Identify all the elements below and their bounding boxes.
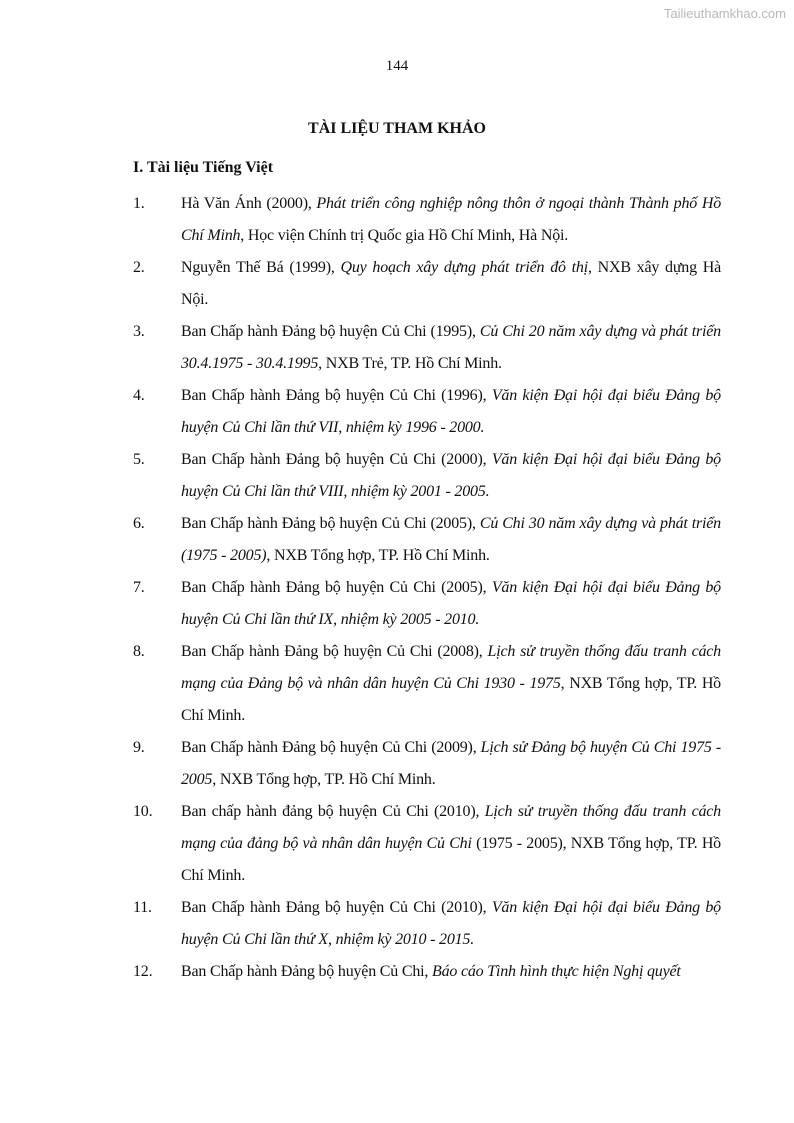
section-heading: I. Tài liệu Tiếng Việt <box>133 159 274 176</box>
reference-author-year: Ban Chấp hành Đảng bộ huyện Củ Chi (2005), <box>181 515 480 532</box>
reference-item <box>133 636 721 732</box>
reference-number: 12. <box>133 963 153 980</box>
reference-item <box>133 796 721 892</box>
reference-item <box>133 956 721 988</box>
reference-publisher: , Học viện Chính trị Quốc gia Hồ Chí Minh, Hà Nội. <box>240 227 569 244</box>
reference-author-year: Ban Chấp hành Đảng bộ huyện Củ Chi (2005), <box>181 579 492 596</box>
reference-list <box>133 188 721 988</box>
reference-title: Củ Chi 30 năm xây dựng và phát triển (1975 - 2005) <box>181 515 721 564</box>
reference-number: 7. <box>133 579 145 596</box>
reference-title: Lịch sử truyền thống đấu tranh cách mạng của Đảng bộ và nhân dân huyện Củ Chi 1930 - 1975 <box>181 643 721 692</box>
reference-title: Văn kiện Đại hội đại biểu Đảng bộ huyện Củ Chi lần thứ VIII, nhiệm kỳ 2001 - 2005. <box>181 451 721 500</box>
reference-number: 2. <box>133 259 145 276</box>
reference-title: Báo cáo Tình hình thực hiện Nghị quyết <box>432 963 681 980</box>
reference-number: 9. <box>133 739 145 756</box>
reference-title: Văn kiện Đại hội đại biểu Đảng bộ huyện Củ Chi lần thứ X, nhiệm kỳ 2010 - 2015. <box>181 899 721 948</box>
reference-number: 4. <box>133 387 145 404</box>
reference-publisher: (1975 - 2005), NXB Tổng hợp, TP. Hồ Chí Minh. <box>181 835 721 884</box>
reference-title: Quy hoạch xây dựng phát triển đô thị <box>340 259 588 276</box>
reference-item <box>133 444 721 508</box>
page-title: TÀI LIỆU THAM KHẢO <box>308 120 486 137</box>
reference-item <box>133 252 721 316</box>
reference-number: 1. <box>133 195 145 212</box>
reference-author-year: Ban Chấp hành Đảng bộ huyện Củ Chi (2008), <box>181 643 488 660</box>
reference-item <box>133 732 721 796</box>
watermark: Tailieuthamkhao.com <box>663 6 786 21</box>
reference-number: 11. <box>133 899 152 916</box>
reference-number: 6. <box>133 515 145 532</box>
reference-author-year: Ban Chấp hành Đảng bộ huyện Củ Chi (1996), <box>181 387 492 404</box>
reference-title: Phát triển công nghiệp nông thôn ở ngoại thành Thành phố Hồ Chí Minh <box>181 195 721 244</box>
reference-publisher: , NXB Trẻ, TP. Hồ Chí Minh. <box>318 355 502 372</box>
reference-author-year: Ban Chấp hành Đảng bộ huyện Củ Chi (2000), <box>181 451 492 468</box>
reference-author-year: Nguyễn Thế Bá (1999), <box>181 259 341 276</box>
reference-publisher: , NXB Tổng hợp, TP. Hồ Chí Minh. <box>181 675 721 724</box>
reference-title: Văn kiện Đại hội đại biểu Đảng bộ huyện Củ Chi lần thứ VII, nhiệm kỳ 1996 - 2000. <box>181 387 721 436</box>
reference-author-year: Ban Chấp hành Đảng bộ huyện Củ Chi (1995), <box>181 323 480 340</box>
reference-number: 3. <box>133 323 145 340</box>
page-number: 144 <box>385 58 409 74</box>
reference-title: Lịch sử truyền thống đấu tranh cách mạng của đảng bộ và nhân dân huyện Củ Chi <box>181 803 721 852</box>
reference-title: Lịch sử Đảng bộ huyện Củ Chi 1975 - 2005, <box>181 739 721 788</box>
reference-item <box>133 508 721 572</box>
reference-publisher: , NXB Tổng hợp, TP. Hồ Chí Minh. <box>266 547 490 564</box>
reference-author-year: Hà Văn Ánh (2000), <box>181 195 317 212</box>
reference-publisher: NXB Tổng hợp, TP. Hồ Chí Minh. <box>216 771 436 788</box>
reference-number: 8. <box>133 643 145 660</box>
reference-author-year: Ban Chấp hành Đảng bộ huyện Củ Chi (2009), <box>181 739 481 756</box>
reference-item <box>133 572 721 636</box>
reference-author-year: Ban chấp hành đảng bộ huyện Củ Chi (2010), <box>181 803 485 820</box>
reference-publisher: , NXB xây dựng Hà Nội. <box>181 259 722 308</box>
reference-item <box>133 316 721 380</box>
reference-item <box>133 892 721 956</box>
reference-item <box>133 188 721 252</box>
reference-title: Văn kiện Đại hội đại biểu Đảng bộ huyện Củ Chi lần thứ IX, nhiệm kỳ 2005 - 2010. <box>181 579 721 628</box>
reference-title: Củ Chi 20 năm xây dựng và phát triển 30.4.1975 - 30.4.1995 <box>181 323 721 372</box>
reference-author-year: Ban Chấp hành Đảng bộ huyện Củ Chi (2010), <box>181 899 492 916</box>
reference-number: 5. <box>133 451 145 468</box>
reference-author-year: Ban Chấp hành Đảng bộ huyện Củ Chi, <box>181 963 432 980</box>
reference-item <box>133 380 721 444</box>
reference-number: 10. <box>133 803 153 820</box>
